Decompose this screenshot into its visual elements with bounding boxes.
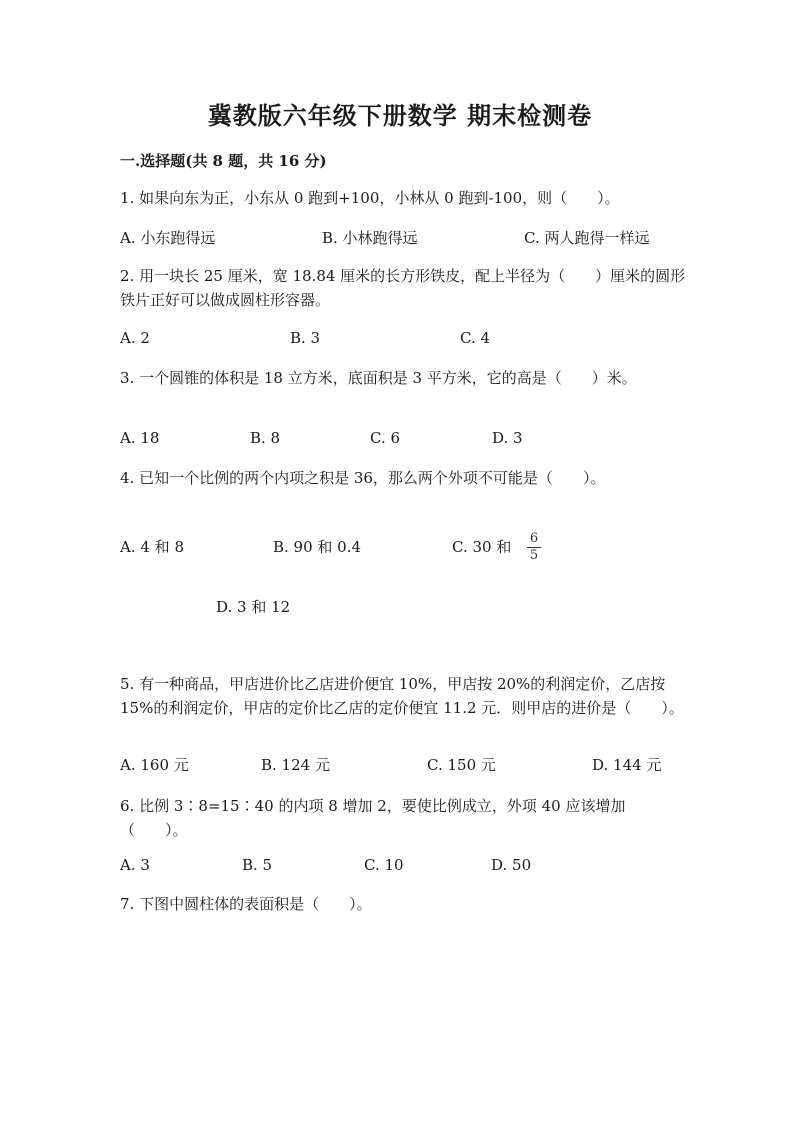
question-3-option-c[interactable]: C. 6 <box>370 429 401 447</box>
fraction-denominator: 5 <box>529 548 539 563</box>
question-4-option-a[interactable]: A. 4 和 8 <box>120 538 184 556</box>
question-5-option-c[interactable]: C. 150 元 <box>427 756 496 774</box>
question-1-option-b[interactable]: B. 小林跑得远 <box>322 229 418 247</box>
question-5-option-d[interactable]: D. 144 元 <box>592 756 662 774</box>
question-6-option-d[interactable]: D. 50 <box>491 856 532 874</box>
question-4-option-d[interactable]: D. 3 和 12 <box>216 598 291 616</box>
question-2-option-a[interactable]: A. 2 <box>120 329 150 347</box>
section-heading: 一.选择题(共 8 题，共 16 分) <box>120 152 327 170</box>
question-7-text: 7. 下图中圆柱体的表面积是（ ）。 <box>120 895 372 913</box>
question-2-option-c[interactable]: C. 4 <box>460 329 491 347</box>
question-6-option-b[interactable]: B. 5 <box>242 856 273 874</box>
question-1-option-c[interactable]: C. 两人跑得一样远 <box>524 229 650 247</box>
question-4-option-b[interactable]: B. 90 和 0.4 <box>273 538 362 556</box>
question-2-text: 2. 用一块长 25 厘米，宽 18.84 厘米的长方形铁皮，配上半径为（ ）厘米的圆形铁片正好可以做成圆柱形容器。 <box>120 267 686 309</box>
question-2-option-b[interactable]: B. 3 <box>290 329 321 347</box>
question-4-option-c[interactable]: C. 30 和 <box>452 538 512 556</box>
question-6-text: 6. 比例 3∶8=15∶40 的内项 8 增加 2，要使比例成立，外项 40 应该增加（ ）。 <box>120 797 626 839</box>
question-5-option-b[interactable]: B. 124 元 <box>261 756 330 774</box>
question-3-option-a[interactable]: A. 18 <box>120 429 160 447</box>
question-3-option-b[interactable]: B. 8 <box>250 429 281 447</box>
question-4-text: 4. 已知一个比例的两个内项之积是 36，那么两个外项不可能是（ ）。 <box>120 469 606 487</box>
question-3-text: 3. 一个圆锥的体积是 18 立方米，底面积是 3 平方米，它的高是（ ）米。 <box>120 369 637 387</box>
question-5-option-a[interactable]: A. 160 元 <box>120 756 189 774</box>
question-6-option-c[interactable]: C. 10 <box>364 856 404 874</box>
question-1-option-a[interactable]: A. 小东跑得远 <box>120 229 216 247</box>
page-title: 冀教版六年级下册数学 期末检测卷 <box>207 101 593 130</box>
question-3-option-d[interactable]: D. 3 <box>492 429 523 447</box>
question-5-text: 5. 有一种商品，甲店进价比乙店进价便宜 10%，甲店按 20%的利润定价，乙店按 15%的利润定价，甲店的定价比乙店的定价便宜 11.2 元．则甲店的进价是（ ）。 <box>120 675 684 717</box>
question-6-option-a[interactable]: A. 3 <box>120 856 150 874</box>
question-4-option-c-fraction <box>527 532 541 563</box>
question-1-text: 1. 如果向东为正，小东从 0 跑到+100，小林从 0 跑到-100，则（ ）。 <box>120 189 620 207</box>
fraction-numerator: 6 <box>529 531 539 546</box>
